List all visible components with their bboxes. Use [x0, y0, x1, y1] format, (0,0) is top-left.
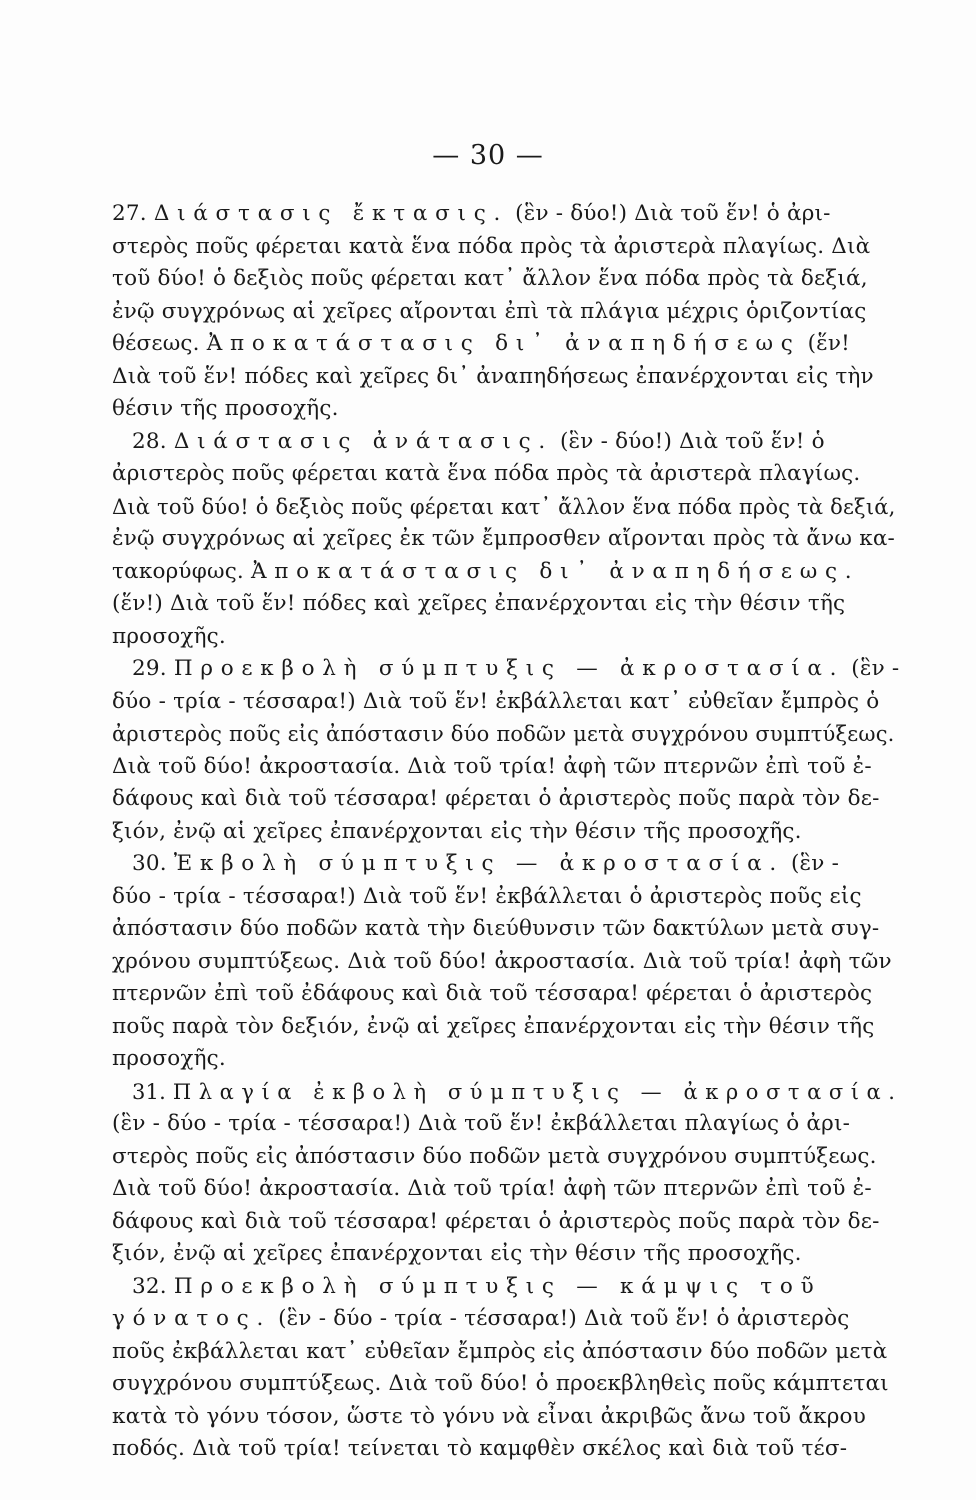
text-line — [112, 588, 908, 621]
text-run: Διὰ τοῦ δύο! ὁ δεξιὸς ποῦς φέρεται κατ᾽ ἄλλον ἕνα πόδα πρὸς τὰ δεξιά, — [112, 494, 896, 519]
page-number: — 30 — — [432, 140, 544, 171]
exercise-title-continued: γόνατος. — [112, 1306, 272, 1331]
text-line — [112, 1368, 908, 1401]
exercise-title: Προεκβολὴ σύμπτυξις — κάμψις τοῦ — [173, 1273, 822, 1299]
text-line — [112, 1336, 908, 1369]
text-run: στερὸς ποῦς εἰς ἀπόστασιν δύο ποδῶν μετὰ συγχρόνου συμπτύξεως. — [112, 1143, 877, 1169]
text-run: δάφους καὶ διὰ τοῦ τέσσαρα! φέρεται ὁ ἀριστερὸς ποῦς παρὰ τὸν δε- — [112, 1208, 880, 1234]
text-run: συγχρόνου συμπτύξεως. Διὰ τοῦ δύο! ὁ προεκβληθεὶς ποῦς κάμπτεται — [112, 1371, 889, 1396]
text-run: θέσεως. — [112, 331, 207, 356]
text-line — [112, 263, 908, 296]
text-run: Διὰ τοῦ δύο! ἀκροστασία. Διὰ τοῦ τρία! ἀφὴ τῶν πτερνῶν ἐπὶ τοῦ ἐ- — [112, 753, 872, 779]
text-line — [112, 653, 908, 686]
text-line — [112, 1401, 908, 1434]
item-number: 30. — [132, 851, 174, 876]
text-run: (ἓν - δύο!) Διὰ τοῦ ἕν! ὁ — [552, 428, 825, 454]
text-run: ποῦς ἐκβάλλεται κατ᾽ εὐθεῖαν ἔμπρὸς εἰς ἀπόστασιν δύο ποδῶν μετὰ — [112, 1338, 888, 1364]
text-run: στερὸς ποῦς φέρεται κατὰ ἕνα πόδα πρὸς τὰ ἀριστερὰ πλαγίως. Διὰ — [112, 233, 871, 259]
text-line — [112, 523, 908, 556]
text-line — [112, 296, 908, 329]
text-run: ποῦς παρὰ τὸν δεξιόν, ἐνῷ αἱ χεῖρες ἐπανέρχονται εἰς τὴν θέσιν τῆς — [112, 1013, 875, 1039]
text-run: ἐνῷ συγχρόνως αἱ χεῖρες ἐκ τῶν ἔμπροσθεν αἴρονται πρὸς τὰ ἄνω κα- — [112, 526, 896, 551]
text-line — [112, 1173, 908, 1206]
text-line — [112, 718, 908, 751]
text-line — [112, 946, 908, 979]
text-run: προσοχῆς. — [112, 1046, 226, 1071]
text-line — [112, 913, 908, 946]
text-line — [112, 978, 908, 1011]
text-line — [112, 556, 908, 589]
text-run: (ἓν - — [783, 851, 840, 876]
text-line — [112, 1271, 908, 1304]
exercise-title: Πλαγία ἐκβολὴ σύμπτυξις — ἀκροστασία. — [172, 1079, 903, 1104]
item-number: 29. — [132, 656, 174, 681]
text-line — [112, 1303, 908, 1336]
exercise-title: Προεκβολὴ σύμπτυξις — ἀκροστασία. — [173, 656, 845, 681]
text-line — [112, 393, 908, 426]
text-run: δύο - τρία - τέσσαρα!) Διὰ τοῦ ἕν! ἐκβάλλεται ὁ ἀριστερὸς ποῦς εἰς — [112, 883, 862, 909]
text-run: θέσιν τῆς προσοχῆς. — [112, 396, 339, 421]
text-run: ἀριστερὸς ποῦς φέρεται κατὰ ἕνα πόδα πρὸς τὰ ἀριστερὰ πλαγίως. — [112, 461, 861, 486]
text-run: πτερνῶν ἐπὶ τοῦ ἐδάφους καὶ διὰ τοῦ τέσσαρα! φέρεται ὁ ἀριστερὸς — [112, 981, 873, 1006]
text-run: ξιόν, ἐνῷ αἱ χεῖρες ἐπανέρχονται εἰς τὴν θέσιν τῆς προσοχῆς. — [112, 818, 802, 844]
text-run: ἀπόστασιν δύο ποδῶν κατὰ τὴν διεύθυνσιν τῶν δακτύλων μετὰ συγ- — [112, 916, 880, 941]
text-line — [112, 361, 908, 394]
text-line — [112, 1011, 908, 1044]
text-run: δύο - τρία - τέσσαρα!) Διὰ τοῦ ἕν! ἐκβάλλεται κατ᾽ εὐθεῖαν ἔμπρὸς ὁ — [112, 688, 880, 714]
text-line — [112, 231, 908, 264]
text-run: ποδός. Διὰ τοῦ τρία! τείνεται τὸ καμφθὲν σκέλος καὶ διὰ τοῦ τέσ- — [112, 1436, 848, 1461]
text-run: (ἓν - δύο - τρία - τέσσαρα!) Διὰ τοῦ ἕν! ἐκβάλλεται πλαγίως ὁ ἀρι- — [112, 1111, 851, 1136]
text-run: (ἓν - δύο!) Διὰ τοῦ ἕν! ὁ ἀρι- — [508, 201, 831, 226]
exercise-title: Διάστασις ἀνάτασις. — [173, 428, 553, 454]
text-line — [112, 783, 908, 816]
text-line — [112, 1433, 908, 1466]
body-text — [112, 198, 908, 1466]
text-run: ξιόν, ἐνῷ αἱ χεῖρες ἐπανέρχονται εἰς τὴν θέσιν τῆς προσοχῆς. — [112, 1241, 802, 1266]
text-line — [112, 686, 908, 719]
text-line — [112, 816, 908, 849]
text-line — [112, 881, 908, 914]
text-line — [112, 328, 908, 361]
text-run: κατὰ τὸ γόνυ τόσον, ὥστε τὸ γόνυ νὰ εἶναι ἀκριβῶς ἄνω τοῦ ἄκρου — [112, 1403, 866, 1429]
text-line — [112, 751, 908, 784]
text-line — [112, 1108, 908, 1141]
text-line — [112, 198, 908, 231]
recovery-title: Ἀποκατάστασις δι᾽ ἀναπηδήσεως. — [251, 558, 860, 584]
text-run: (ἕν! — [800, 331, 851, 356]
exercise-title: Διάστασις ἔκτασις. — [153, 201, 509, 226]
text-line — [112, 1238, 908, 1271]
text-line — [112, 621, 908, 654]
item-number: 31. — [132, 1079, 173, 1104]
text-line — [112, 1076, 908, 1109]
text-run: ἀριστερὸς ποῦς εἰς ἀπόστασιν δύο ποδῶν μετὰ συγχρόνου συμπτύξεως. — [112, 722, 895, 746]
text-line — [112, 1206, 908, 1239]
text-run: χρόνου συμπτύξεως. Διὰ τοῦ δύο! ἀκροστασία. Διὰ τοῦ τρία! ἀφὴ τῶν — [112, 948, 892, 974]
item-number: 28. — [132, 428, 174, 454]
text-line — [112, 458, 908, 491]
recovery-title: Ἀποκατάστασις δι᾽ ἀναπηδήσεως — [206, 331, 801, 356]
text-line — [112, 1043, 908, 1076]
text-run: τοῦ δύο! ὁ δεξιὸς ποῦς φέρεται κατ᾽ ἄλλον ἕνα πόδα πρὸς τὰ δεξιά, — [112, 266, 868, 291]
text-line — [112, 491, 908, 524]
text-run: Διὰ τοῦ ἕν! πόδες καὶ χεῖρες δι᾽ ἀναπηδήσεως ἐπανέρχονται εἰς τὴν — [112, 363, 874, 389]
text-run: (ἕν!) Διὰ τοῦ ἕν! πόδες καὶ χεῖρες ἐπανέρχονται εἰς τὴν θέσιν τῆς — [112, 591, 846, 616]
text-run: ἐνῷ συγχρόνως αἱ χεῖρες αἴρονται ἐπὶ τὰ πλάγια μέχρις ὁριζοντίας — [112, 298, 867, 324]
text-run: (ἓν - — [844, 656, 900, 681]
text-line — [112, 426, 908, 459]
text-run: (ἓν - δύο - τρία - τέσσαρα!) Διὰ τοῦ ἕν! ὁ ἀριστερὸς — [271, 1306, 850, 1331]
text-run: δάφους καὶ διὰ τοῦ τέσσαρα! φέρεται ὁ ἀριστερὸς ποῦς παρὰ τὸν δε- — [112, 786, 880, 811]
item-number: 32. — [132, 1273, 174, 1299]
item-number: 27. — [112, 201, 154, 226]
exercise-title: Ἐκβολὴ σύμπτυξις — ἀκροστασία. — [173, 851, 784, 876]
text-line — [112, 1141, 908, 1174]
text-run: Διὰ τοῦ δύο! ἀκροστασία. Διὰ τοῦ τρία! ἀφὴ τῶν πτερνῶν ἐπὶ τοῦ ἐ- — [112, 1176, 872, 1201]
text-run: προσοχῆς. — [112, 623, 226, 649]
text-run: τακορύφως. — [112, 558, 252, 584]
text-line — [112, 848, 908, 881]
